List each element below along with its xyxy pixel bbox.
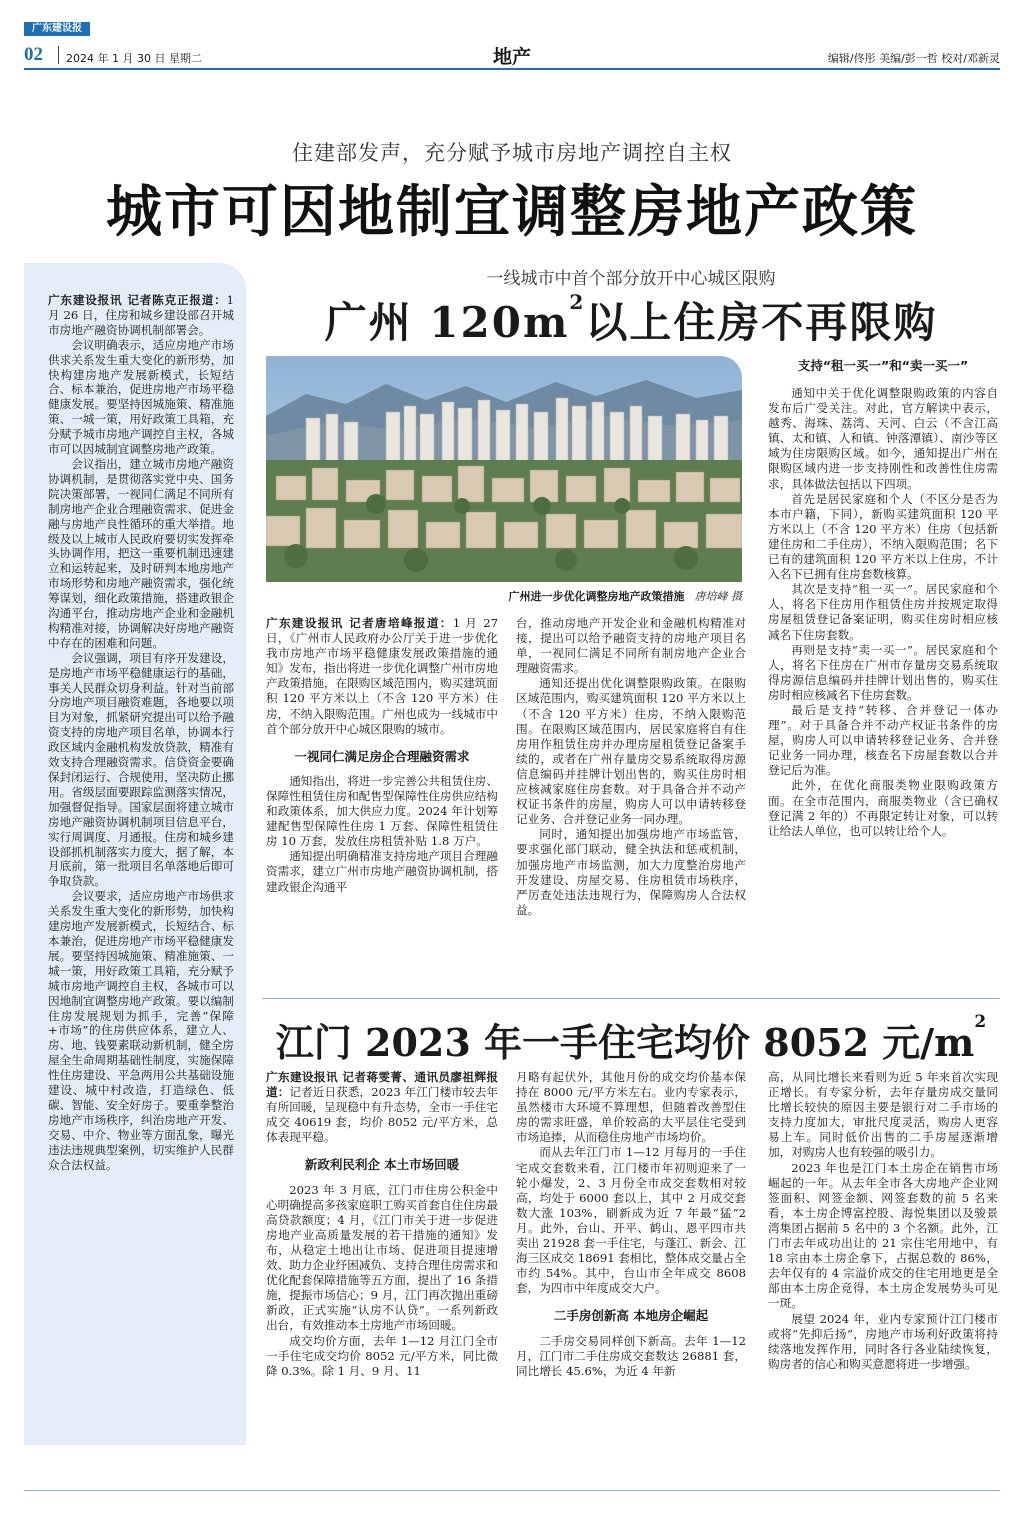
paragraph: 1 月 26 日，住房和城乡建设部召开城市房地产融资协调机制部署会。: [48, 293, 234, 337]
article-divider: [262, 998, 1000, 999]
jiangmen-headline: 江门 2023 年一手住宅均价 8052 元$/m^2$: [275, 1012, 987, 1065]
paragraph: 会议指出，建立城市房地产融资协调机制，是贯彻落实党中央、国务院决策部署，一视同仁满足不同所有制房地产企业合理融资需求、促进金融与房地产良性循环的重大举措。地级及以上城市人民政府要切实发挥牵头协调作用，把这一重要机制迅速建立和运转起来，及时研判本地房地产市场形势和房地产融资需求，强化统筹谋划，细化政策措施，搭建政银企沟通平台，推动房地产企业和金融机构精准对接，协调解决好房地产融资中存在的困难和问题。: [48, 456, 234, 650]
footer-rule: [24, 1490, 1000, 1491]
jiangmen-column-2: 月略有起伏外，其他月份的成交均价基本保持在 8000 元/平方米左右。业内专家表示，虽然楼市大环境不算理想，但随着改善型住房的需求旺盛，单价较高的大平层住宅受到市场追捧，从而稳住房地产市场均价。 而从去年江门市 1—12 月每月的一手住宅成交套数来看，江门楼市年初则迎来了一轮小爆发，2、3 月份全市成交套数相对较高，均处于 6000 套以上，其中 2 月成交套数大涨 103%，刷新成为近 7 年最“猛”2 月。此外，台山、开平、鹤山、恩平四市共卖出 21928 套一手住宅，与蓬江、新会、江海三区成交 18691 套相比，整体成交量占全市约 54%。其中，台山市全年成交 8608 套，为四市中年度成交大户。 二手房创新高 本地房企崛起 二手房交易同样创下新高。去年 1—12 月，江门市二手住房成交套数达 26881 套，同比增长 45.6%，为近 4 年新: [516, 1070, 746, 1378]
jiangmen-column-3: 高，从同比增长来看则为近 5 年来首次实现正增长。有专家分析，去年存量房成交量同比增长较快的原因主要是银行对二手市场的支持力度加大，审批尺度灵活，购房人更容易上车。同时低价出售的二手房屋逐渐增加，对购房人也有较强的吸引力。 2023 年也是江门本土房企在销售市场崛起的一年。从去年全市各大房地产企业网签面积、网签金额、网签套数的前 5 名来看，本土房企博富控股、海悦集团以及骏景湾集团占据前 5 名中的 3 个名额。此外，江门市去年成功出让的 21 宗住宅用地中，有 18 宗由本土房企拿下，占据总数的 86%，去年仅有的 4 宗溢价成交的住宅用地更是全部由本土房企竞得，本土房企发展势头可见一斑。 展望 2024 年，业内专家预计江门楼市或将“先抑后扬”，房地产市场利好政策将持续落地发挥作用，同时各行各业陆续恢复，购房者的信心和购买意愿将进一步增强。: [768, 1070, 998, 1371]
section-title: 地产: [492, 46, 531, 68]
divider: [58, 46, 59, 64]
guangzhou-column-3: 通知中关于优化调整限购政策的内容自发布后广受关注。对此，官方解读中表示，越秀、海珠、荔湾、天河、白云（不含江高镇、太和镇、人和镇、钟落潭镇）、南沙等区域为住房限购区域。如今，通知提出广州在限购区域内进一步支持刚性和改善性住房需求，具体做法包括以下四项。 首先是居民家庭和个人（不区分是否为本市户籍，下同），新购买建筑面积 120 平方米以上（不含 120 平方米）住房（包括新建住房和二手住房），不纳入限购范围；名下已有的建筑面积 120 平方米以上住房，不计入名下已拥有住房套数核算。 其次是支持“租一买一”。居民家庭和个人，将名下住房用作租赁住房并按规定取得房屋租赁登记备案证明，购买住房时相应核减名下住房套数。 再则是支持“卖一买一”。居民家庭和个人，将名下住房在广州市存量房交易系统取得房源信息编码并挂牌计划出售的，购买住房时相应核减名下住房套数。 最后是支持“转移、合并登记一体办理”。对于具备合并不动产权证书条件的房屋，购房人可以申请转移登记业务、合并登记业务一同办理，核查名下房屋套数以合并登记后为准。 此外，在优化商服类物业限购政策方面。在全市范围内，商服类物业（含已确权登记满 2 年的）不再限定转让对象，可以转让给法人单位，也可以转让给个人。: [768, 386, 998, 838]
lead-headline: 城市可因地制宜调整房地产政策: [106, 179, 918, 245]
guangzhou-column-1: 广东建设报讯 记者唐培峰报道：1 月 27 日，《广州市人民政府办公厅关于进一步优化我市房地产市场平稳健康发展政策措施的通知》发布，指出将进一步优化调整广州市房地产政策措施，在限购区域范围内，购买建筑面积 120 平方米以上（不含 120 平方米）住房，不纳入限购范围。广州也成为一线城市中首个部分放开中心城区限购的城市。 一视同仁满足房企合理融资需求 通知指出，将进一步完善公共租赁住房、保障性租赁住房和配售型保障性住房供应结构和政策体系，加大供应力度。2024 年计划筹建配售型保障性住房 1 万套、保障性租赁住房 10 万套，发放住房租赁补贴 1.8 万户。 通知提出明确精准支持房地产项目合理融资需求，建立广州市房地产融资协调机制，搭建政银企沟通平: [266, 616, 498, 894]
jiangmen-column-1: 广东建设报讯 记者蒋雯菁、通讯员廖祖辉报道：记者近日获悉，2023 年江门楼市较去年有所回暖，呈现稳中有升态势，全市一手住宅成交 40619 套，均价 8052 元/平方米，总体表现平稳。 新政利民利企 本土市场回暖 2023 年 3 月底，江门市住房公积金中心明确提高多孩家庭职工购买首套自住住房最高贷款额度；4 月，《江门市关于进一步促进房地产业高质量发展的若干措施的通知》发布，从稳定土地出让市场、促进项目提速增效、助力企业纾困减负、支持合理住房需求和优化配套保障措施等五方面，提出了 16 条措施，提振市场信心；9 月，江门再次抛出重磅新政，正式实施“认房不认贷”。一系列新政出台，有效推动本土房地产市场回暖。 成交均价方面，去年 1—12 月江门全市一手住宅成交均价 8052 元/平方米，同比微降 0.3%。除 1 月、9 月、11: [266, 1070, 498, 1378]
byline: 广东建设报讯 记者陈克正报道：: [48, 293, 227, 307]
guangzhou-subtitle: 一线城市中首个部分放开中心城区限购: [486, 269, 776, 289]
paragraph: 会议强调，项目有序开发建设，是房地产市场平稳健康运行的基础，事关人民群众切身利益。针对当前部分房地产项目融资难题，各地要以项目为对象，抓紧研究提出可以给予融资支持的房地产项目名单，协调本行政区域内金融机构发放贷款，精准有效支持合理融资需求。信贷资金要确保封闭运行、合规使用，坚决防止挪用。省级层面要跟踪监测落实情况，加强督促指导。国家层面将建立城市房地产融资协调机制项目信息平台，实行周调度、月通报。住房和城乡建设部抓机制落实力度大，据了解，本月底前，第一批项目名单落地后即可争取贷款。: [48, 650, 234, 889]
lead-subtitle: 住建部发声，充分赋予城市房地产调控自主权: [292, 141, 732, 165]
issue-date: 2024 年 1 月 30 日 星期二: [66, 52, 202, 65]
paragraph: 会议要求，适应房地产市场供求关系发生重大变化的新形势，加快构建房地产发展新模式，长短结合、标本兼治，促进房地产市场平稳健康发展。要坚持因城施策、精准施策、一城一策，用好政策工具箱，充分赋予城市房地产调控自主权，各城市可以因地制宜调整房地产政策。要以编制住房发展规划为抓手，完善“保障+市场”的住房供应体系，建立人、房、地、钱要素联动新机制，健全房屋全生命周期基础性制度，实施保障性住房建设、平急两用公共基础设施建设、城中村改造，打造绿色、低碳、智能、安全好房子。要重拳整治房地产市场秩序，纠治房地产开发、交易、中介、物业等方面乱象，曝光违法违规典型案例，切实维护人民群众合法权益。: [48, 889, 234, 1172]
photo-caption: 广州进一步优化调整房地产政策措施 唐培峰 摄: [508, 590, 742, 603]
editor-credits: 编辑/佟彤 美编/彭一哲 校对/邓新灵: [827, 52, 1000, 65]
guangzhou-column-2: 台，推动房地产开发企业和金融机构精准对接，提出可以给予融资支持的房地产项目名单，一视同仁满足不同所有制房地产企业合理融资需求。 通知还提出优化调整限购政策。在限购区域范围内，购买建筑面积 120 平方米以上（不含 120 平方米）住房，不纳入限购范围。在限购区域范围内，居民家庭将自有住房用作租赁住房并办理房屋租赁登记备案手续的，或者在广州存量房交易系统取得房源信息编码并挂牌计划出售的，购买住房时相应核减家庭住房套数。对于具备合并不动产权证书条件的房屋，购房人可以申请转移登记业务、合并登记业务一同办理。 同时，通知提出加强房地产市场监管，要求强化部门联动，健全执法和惩戒机制，加强房地产市场监测，加大力度整治房地产开发建设、房屋交易、住房租赁市场秩序，严厉查处违法违规行为，保障购房人合法权益。: [516, 616, 746, 917]
photo-credit: 唐培峰 摄: [694, 590, 742, 603]
left-article: [24, 263, 246, 1445]
city-skyline-photo: [266, 356, 742, 582]
header-rule: [24, 68, 1000, 70]
subheading: 新政利民利企 本土市场回暖: [304, 1157, 460, 1173]
subheading: 支持“租一买一”和“卖一买一”: [797, 358, 969, 373]
subheading: 一视同仁满足房企合理融资需求: [294, 748, 470, 764]
masthead: 广东建设报: [24, 22, 90, 36]
paragraph: 会议明确表示，适应房地产市场供求关系发生重大变化的新形势，加快构建房地产发展新模式，长短结合、标本兼治，促进房地产市场平稳健康发展。要坚持因城施策、精准施策、一城一策，用好政策工具箱，充分赋予城市房地产调控自主权，各城市可以因城制宜调整房地产政策。: [48, 337, 234, 457]
page-number: 02: [24, 44, 43, 65]
subheading: 二手房创新高 本地房企崛起: [553, 1308, 709, 1324]
guangzhou-headline: 广州 $120m^2$以上住房不再限购: [324, 290, 938, 347]
